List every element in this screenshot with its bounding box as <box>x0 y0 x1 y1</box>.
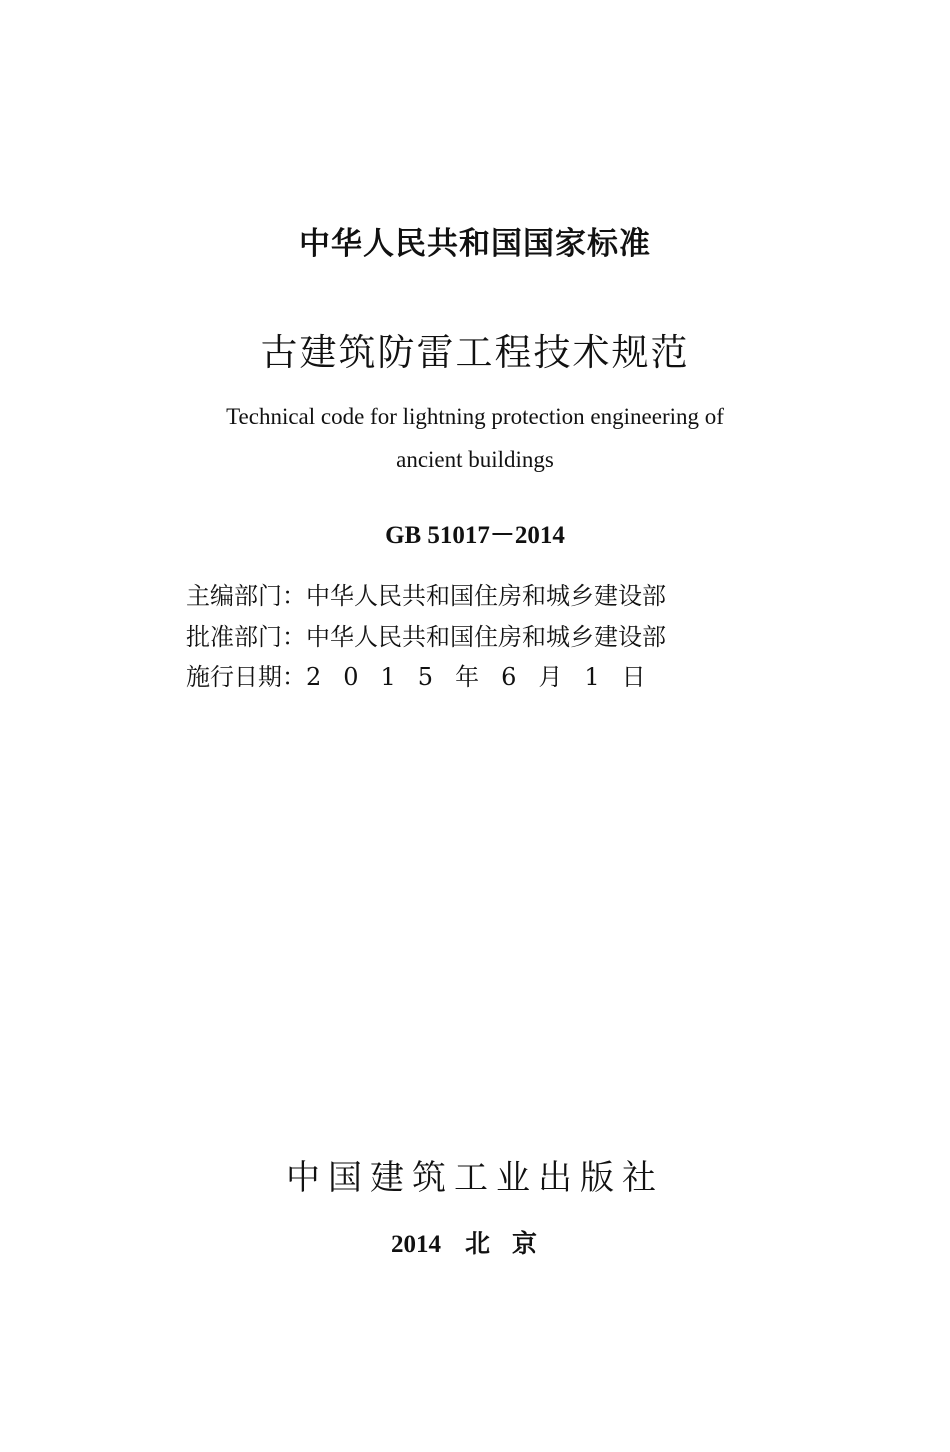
effective-date-value: 2015年6月1日 <box>306 663 668 691</box>
publication-year: 2014 <box>390 1231 441 1258</box>
approver-department-value: 中华人民共和国住房和城乡建设部 <box>306 623 666 651</box>
editor-department-value: 中华人民共和国住房和城乡建设部 <box>306 582 666 610</box>
approver-department-row <box>186 617 666 652</box>
publisher-name: 中国建筑工业出版社 <box>286 1158 664 1198</box>
publication-city: 北京 <box>464 1229 559 1258</box>
editor-department-row <box>186 576 666 611</box>
effective-date-row <box>186 657 668 692</box>
effective-date-label: 施行日期： <box>186 663 306 691</box>
approver-department-label: 批准部门： <box>186 623 306 651</box>
editor-department-label: 主编部门： <box>186 582 306 610</box>
publication-year-and-place <box>0 1224 950 1260</box>
standard-code: GB 51017－2014 <box>385 522 565 549</box>
document-title-english-line-1: Technical code for lightning protection engineering of <box>226 404 724 429</box>
document-title-english-line-2: ancient buildings <box>396 447 554 472</box>
national-standard-heading: 中华人民共和国国家标准 <box>299 226 651 262</box>
document-title-chinese: 古建筑防雷工程技术规范 <box>260 331 690 374</box>
